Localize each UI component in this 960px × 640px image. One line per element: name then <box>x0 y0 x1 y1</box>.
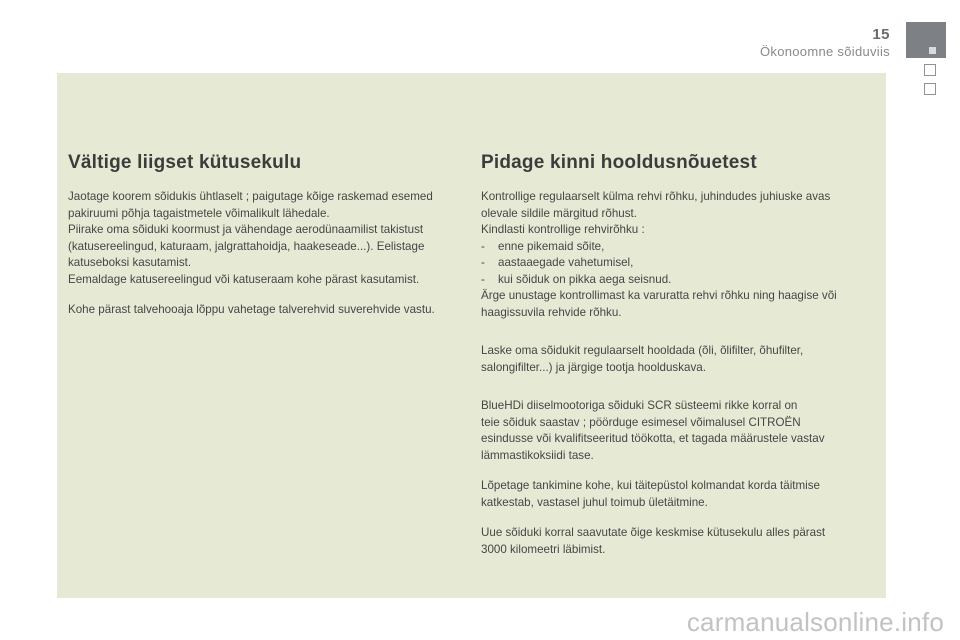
text-line: Kindlasti kontrollige rehvirõhku : <box>481 223 645 236</box>
text-line: Uue sõiduki korral saavutate õige keskmise kütusekulu alles pärast <box>481 526 826 539</box>
text-line: BlueHDi diiselmootoriga sõiduki SCR süsteemi rikke korral on <box>481 399 798 412</box>
left-heading: Vältige liigset kütusekulu <box>68 152 302 173</box>
list-item <box>481 272 881 289</box>
right-paragraph-2 <box>481 343 881 376</box>
text-line: pakiruumi põhja tagaistmetele võimalikult lähedale. <box>68 206 330 220</box>
text-line: Kontrollige regulaarselt külma rehvi rõhku, juhindudes juhiuske avas <box>481 190 831 203</box>
dash-bullet: - <box>481 239 485 253</box>
left-paragraph-2 <box>68 302 468 319</box>
list-item-text: aastaaegade vahetumisel, <box>498 256 634 269</box>
content-panel <box>57 73 886 598</box>
page-number: 15 <box>872 26 890 43</box>
right-paragraph-3 <box>481 398 881 464</box>
text-line: katkestab, vastasel juhul toimub ületäitmine. <box>481 495 708 509</box>
text-line: lämmastikoksiidi tase. <box>481 448 594 462</box>
text-line: Kohe pärast talvehooaja lõppu vahetage talverehvid suverehvide vastu. <box>68 303 435 316</box>
text-line: haagissuvila rehvide rõhku. <box>481 305 622 319</box>
text-line: teie sõiduk saastav ; pöörduge esimesel võimalusel CITROËN <box>481 415 801 429</box>
text-line: Piirake oma sõiduki koormust ja vähendage aerodünaamilist takistust <box>68 223 424 236</box>
right-column <box>481 152 881 558</box>
text-line: (katusereelingud, katuraam, jalgrattahoidja, haakeseade...). Eelistage <box>68 239 425 253</box>
text-line: Lõpetage tankimine kohe, kui täitepüstol kolmandat korda täitmise <box>481 479 820 492</box>
nav-box-1[interactable] <box>924 64 936 76</box>
chapter-tab-marker-icon <box>929 47 936 54</box>
text-line: Jaotage koorem sõidukis ühtlaselt ; paigutage kõige raskemad esemed <box>68 190 433 203</box>
list-item-text: kui sõiduk on pikka aega seisnud. <box>498 272 672 286</box>
right-paragraph-1 <box>481 189 881 321</box>
text-line: katuseboksi kasutamist. <box>68 256 192 269</box>
list-item-text: enne pikemaid sõite, <box>498 239 605 253</box>
chapter-title: Ökonoomne sõiduviis <box>760 44 890 59</box>
left-paragraph-1 <box>68 189 468 288</box>
text-line: olevale sildile märgitud rõhust. <box>481 206 637 220</box>
right-heading: Pidage kinni hooldusnõuetest <box>481 152 757 173</box>
text-line: 3000 kilomeetri läbimist. <box>481 542 606 556</box>
right-paragraph-4 <box>481 478 881 511</box>
text-line: esindusse või kvalifitseeritud töökotta, et tagada määrustele vastav <box>481 432 825 445</box>
text-line: Eemaldage katusereelingud või katuseraam kohe pärast kasutamist. <box>68 272 420 286</box>
text-line: Laske oma sõidukit regulaarselt hooldada (õli, õlifilter, õhufilter, <box>481 344 804 357</box>
list-item <box>481 255 881 272</box>
dash-bullet: - <box>481 272 485 286</box>
text-line: Ärge unustage kontrollimast ka varuratta rehvi rõhku ning haagise või <box>481 289 837 302</box>
chapter-tab[interactable] <box>906 22 946 58</box>
text-line: salongifilter...) ja järgige tootja hoolduskava. <box>481 360 706 374</box>
left-column <box>68 152 468 319</box>
list-item <box>481 239 881 256</box>
watermark: carmanualsonline.info <box>686 607 944 637</box>
right-paragraph-5 <box>481 525 881 558</box>
dash-bullet: - <box>481 256 485 269</box>
nav-box-2[interactable] <box>924 83 936 95</box>
